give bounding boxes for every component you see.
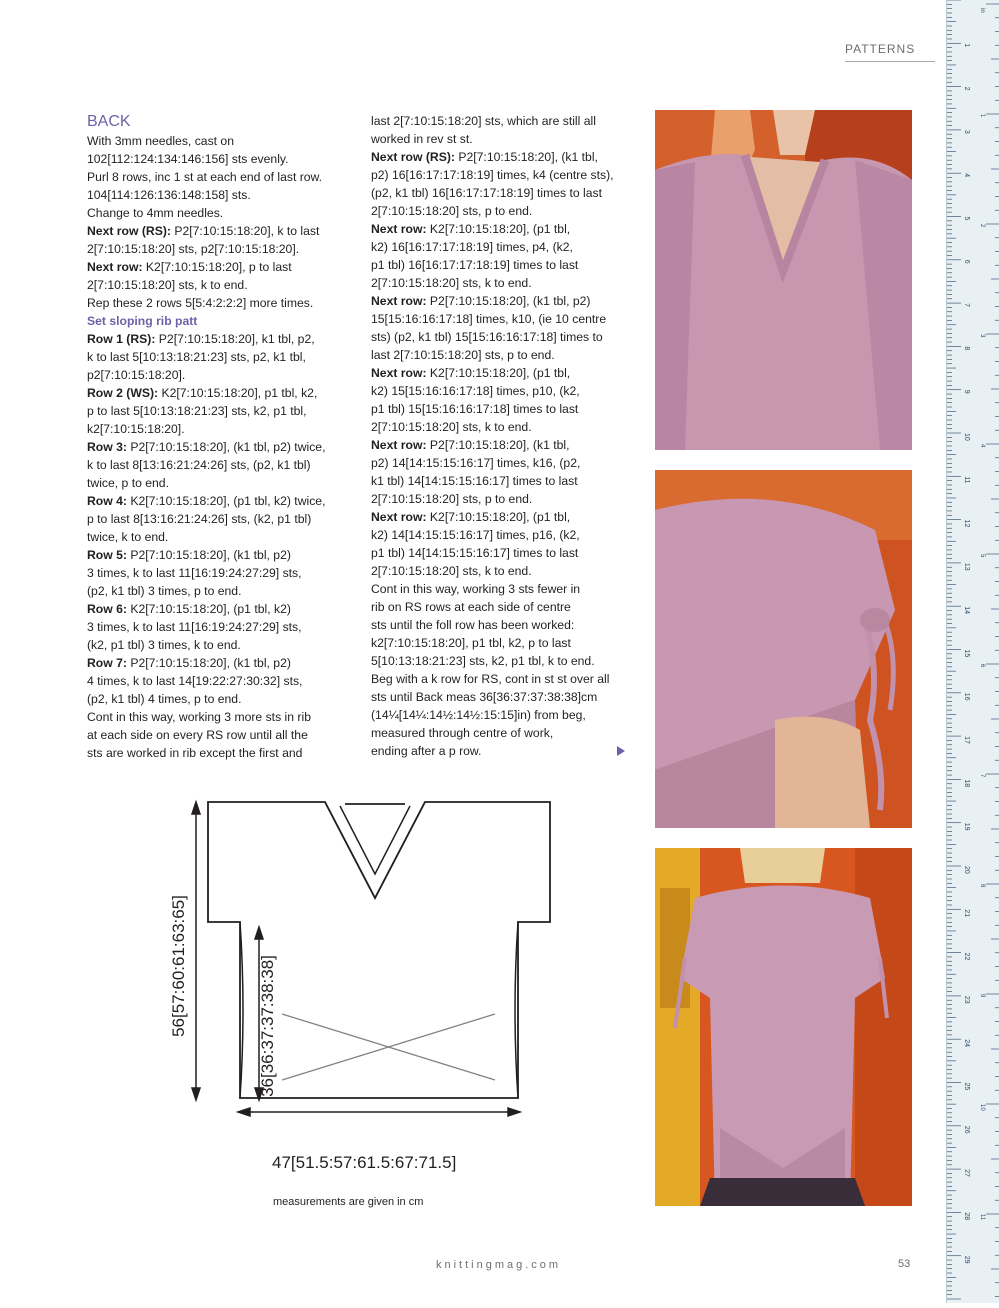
- ruler-inch-label: 8: [979, 884, 985, 888]
- garment-schematic: [160, 780, 580, 1220]
- pattern-line: [371, 580, 629, 598]
- pattern-line: [371, 616, 629, 634]
- row-text: K2[7:10:15:18:20], p to last: [145, 260, 292, 274]
- row-text: last 2[7:10:15:18:20] sts, which are still all: [371, 114, 596, 128]
- row-text: k2[7:10:15:18:20], p1 tbl, k2, p to last: [371, 636, 571, 650]
- pattern-line: [87, 168, 345, 186]
- row-text: Cont in this way, working 3 more sts in rib: [87, 710, 311, 724]
- pattern-line: [371, 292, 629, 310]
- row-text: 2[7:10:15:18:20] sts, p to end.: [371, 204, 533, 218]
- pattern-line: [371, 112, 629, 130]
- row-text: 3 times, k to last 11[16:19:24:27:29] sts,: [87, 620, 302, 634]
- pattern-line: [87, 474, 345, 492]
- row-text: 2[7:10:15:18:20] sts, p2[7:10:15:18:20].: [87, 242, 300, 256]
- pattern-line: [87, 582, 345, 600]
- pattern-line: [371, 148, 629, 166]
- ruler-inch-label: 3: [979, 334, 985, 338]
- row-text: P2[7:10:15:18:20], (k1 tbl, p2) twice,: [130, 440, 326, 454]
- row-text: p1 tbl) 16[16:17:17:18:19] times to last: [371, 258, 579, 272]
- pattern-line: [371, 652, 629, 670]
- pattern-line: [371, 544, 629, 562]
- row-text: 2[7:10:15:18:20] sts, p to end.: [371, 492, 533, 506]
- ruler-cm-label: 2: [963, 86, 970, 91]
- pattern-line: [371, 274, 629, 292]
- page-number: 53: [898, 1258, 911, 1270]
- ruler-cm-label: 17: [963, 736, 970, 744]
- row-label: Next row:: [371, 294, 430, 308]
- row-text: K2[7:10:15:18:20], (p1 tbl, k2): [130, 602, 291, 616]
- row-text: Cont in this way, working 3 sts fewer in: [371, 582, 581, 596]
- row-text: (14¼[14¼:14½:14½:15:15]in) from beg,: [371, 708, 586, 722]
- row-text: k2) 14[14:15:15:16:17] times, p16, (k2,: [371, 528, 580, 542]
- row-text: P2[7:10:15:18:20], (k1 tbl, p2): [130, 656, 291, 670]
- row-text: rib on RS rows at each side of centre: [371, 600, 571, 614]
- row-text: Change to 4mm needles.: [87, 206, 224, 220]
- row-text: K2[7:10:15:18:20], p1 tbl, k2,: [161, 386, 318, 400]
- row-text: 4 times, k to last 14[19:22:27:30:32] sts,: [87, 674, 303, 688]
- section-label: PATTERNS: [845, 42, 916, 56]
- pattern-line: [371, 130, 629, 148]
- row-text: 102[112:124:134:146:156] sts evenly.: [87, 152, 289, 166]
- row-text: P2[7:10:15:18:20], k to last: [174, 224, 320, 238]
- length-dimension-label: 36[36:37:37:38:38]: [258, 955, 277, 1097]
- ruler-cm-label: 27: [963, 1169, 970, 1177]
- ruler-cm-label: 29: [963, 1255, 970, 1264]
- pattern-line: [371, 418, 629, 436]
- row-label: Next row:: [371, 222, 430, 236]
- row-text: 2[7:10:15:18:20] sts, k to end.: [371, 276, 532, 290]
- row-text: k2) 15[15:16:16:17:18] times, p10, (k2,: [371, 384, 580, 398]
- row-text: p1 tbl) 15[15:16:16:17:18] times to last: [371, 402, 579, 416]
- ruler-cm-label: 19: [963, 822, 970, 831]
- pattern-line: [371, 166, 629, 184]
- pattern-line: [87, 330, 345, 348]
- pattern-line: [87, 366, 345, 384]
- photo-sleeve-tie: [655, 470, 912, 828]
- pattern-line: [87, 384, 345, 402]
- pattern-line: [87, 636, 345, 654]
- row-text: 2[7:10:15:18:20] sts, k to end.: [87, 278, 248, 292]
- column-2-body: [371, 112, 629, 760]
- continue-arrow-icon: [617, 746, 625, 756]
- pattern-line: [87, 420, 345, 438]
- row-label: Next row:: [371, 510, 430, 524]
- pattern-line: [87, 546, 345, 564]
- pattern-line: [371, 400, 629, 418]
- pattern-line: [371, 454, 629, 472]
- row-text: Purl 8 rows, inc 1 st at each end of last row.: [87, 170, 323, 184]
- ruler-cm-label: 24: [963, 1039, 970, 1047]
- pattern-line: [87, 654, 345, 672]
- row-text: p to last 8[13:16:21:24:26] sts, (k2, p1 tbl): [87, 512, 312, 526]
- pattern-line: [371, 472, 629, 490]
- pattern-line: [87, 150, 345, 168]
- row-text: (p2, k1 tbl) 3 times, p to end.: [87, 584, 242, 598]
- row-text: (p2, k1 tbl) 16[16:17:17:18:19] times to last: [371, 186, 603, 200]
- ruler-inch-label: 5: [979, 554, 985, 558]
- pattern-line: [371, 508, 629, 526]
- row-text: (p2, k1 tbl) 4 times, p to end.: [87, 692, 242, 706]
- row-label: Next row:: [371, 366, 430, 380]
- row-text: Rep these 2 rows 5[5:4:2:2:2] more times.: [87, 296, 314, 310]
- pattern-line: [87, 528, 345, 546]
- row-text: k1 tbl) 14[14:15:15:16:17] times to last: [371, 474, 578, 488]
- pattern-line: [87, 690, 345, 708]
- pattern-line: [371, 238, 629, 256]
- pattern-line: [87, 186, 345, 204]
- row-label: Next row (RS):: [371, 150, 459, 164]
- row-label: Row 7:: [87, 656, 131, 670]
- ruler-cm-label: 12: [963, 519, 970, 528]
- width-dimension-label: 47[51.5:57:61.5:67:71.5]: [272, 1153, 457, 1172]
- pattern-line: [87, 276, 345, 294]
- pattern-line: [87, 402, 345, 420]
- pattern-line: [87, 456, 345, 474]
- pattern-line: [371, 364, 629, 382]
- row-label: Row 2 (WS):: [87, 386, 162, 400]
- ruler-cm-label: 20: [963, 866, 970, 874]
- ruler-inch-label: 2: [979, 224, 985, 228]
- diagram-caption: measurements are given in cm: [273, 1196, 424, 1208]
- row-text: sts until Back meas 36[36:37:37:38:38]cm: [371, 690, 598, 704]
- ruler-cm-label: 11: [963, 476, 970, 484]
- row-text: ending after a p row.: [371, 744, 482, 758]
- pattern-line: [87, 600, 345, 618]
- row-label: Row 4:: [87, 494, 131, 508]
- ruler-cm-label: 28: [963, 1212, 970, 1221]
- row-text: 3 times, k to last 11[16:19:24:27:29] sts,: [87, 566, 302, 580]
- photo-neckline: [655, 110, 912, 450]
- row-label: Row 3:: [87, 440, 131, 454]
- pattern-line: [371, 184, 629, 202]
- pattern-line: [87, 258, 345, 276]
- subheading: Set sloping rib patt: [87, 314, 198, 328]
- row-text: 2[7:10:15:18:20] sts, k to end.: [371, 564, 532, 578]
- row-text: k to last 8[13:16:21:24:26] sts, (p2, k1 tbl): [87, 458, 311, 472]
- ruler-inch-label: 6: [979, 664, 985, 668]
- pattern-line: [87, 492, 345, 510]
- row-text: measured through centre of work,: [371, 726, 554, 740]
- row-text: p2) 16[16:17:17:18:19] times, k4 (centre sts),: [371, 168, 614, 182]
- row-text: P2[7:10:15:18:20], (k1 tbl, p2): [130, 548, 291, 562]
- ruler-cm-label: 14: [963, 606, 970, 614]
- pattern-line: [371, 706, 629, 724]
- pattern-line: [371, 526, 629, 544]
- row-label: Row 6:: [87, 602, 131, 616]
- ruler-inch-label: 9: [979, 994, 985, 998]
- pattern-line: [371, 382, 629, 400]
- pattern-line: [87, 240, 345, 258]
- row-text: sts until the foll row has been worked:: [371, 618, 575, 632]
- pattern-line: [87, 348, 345, 366]
- ruler-cm-label: 5: [963, 216, 970, 221]
- height-dimension-label: 56[57:60:61:63:65]: [169, 895, 188, 1037]
- row-text: p to last 5[10:13:18:21:23] sts, k2, p1 tbl,: [87, 404, 307, 418]
- pattern-line: [87, 294, 345, 312]
- row-text: p2) 14[14:15:15:16:17] times, k16, (p2,: [371, 456, 581, 470]
- ruler-cm-label: 23: [963, 995, 970, 1004]
- ruler-cm-label: 6: [963, 259, 970, 264]
- row-text: P2[7:10:15:18:20], (k1 tbl,: [429, 438, 570, 452]
- pattern-line: [87, 438, 345, 456]
- pattern-line: [371, 598, 629, 616]
- pattern-column-2: [371, 112, 629, 760]
- row-text: at each side on every RS row until all the: [87, 728, 308, 742]
- row-text: 2[7:10:15:18:20] sts, k to end.: [371, 420, 532, 434]
- pattern-line: [371, 670, 629, 688]
- column-1-body: [87, 132, 345, 762]
- ruler-cm-label: 3: [963, 129, 970, 134]
- pattern-line: [371, 220, 629, 238]
- row-text: P2[7:10:15:18:20], (k1 tbl, p2): [429, 294, 591, 308]
- section-title-back: BACK: [87, 113, 131, 130]
- ruler-cm-label: 18: [963, 779, 970, 788]
- photo-back-view: [655, 848, 912, 1206]
- pattern-line: [87, 222, 345, 240]
- pattern-line: [87, 132, 345, 150]
- ruler-inch-label: 11: [979, 1214, 985, 1221]
- row-text: Beg with a k row for RS, cont in st st over all: [371, 672, 610, 686]
- pattern-line: [371, 742, 629, 760]
- ruler-cm-label: 22: [963, 952, 970, 961]
- pattern-line: [371, 562, 629, 580]
- pattern-line: [87, 204, 345, 222]
- ruler-cm-label: 26: [963, 1125, 970, 1134]
- pattern-line: [371, 634, 629, 652]
- pattern-line: [371, 688, 629, 706]
- row-text: k2) 16[16:17:17:18:19] times, p4, (k2,: [371, 240, 573, 254]
- row-text: sts are worked in rib except the first and: [87, 746, 303, 760]
- ruler-cm-label: 8: [963, 346, 970, 351]
- row-label: Next row:: [87, 260, 146, 274]
- ruler-inch-label: 7: [979, 774, 985, 778]
- ruler-cm-label: 10: [963, 433, 970, 441]
- row-text: 5[10:13:18:21:23] sts, k2, p1 tbl, k to end.: [371, 654, 595, 668]
- measuring-ruler: [946, 0, 999, 1303]
- ruler-cm-label: 1: [963, 43, 970, 48]
- pattern-line: [87, 672, 345, 690]
- row-text: twice, k to end.: [87, 530, 169, 544]
- row-text: sts) (p2, k1 tbl) 15[15:16:16:17:18] times to: [371, 330, 603, 344]
- ruler-cm-label: 21: [963, 909, 970, 918]
- pattern-line: [371, 724, 629, 742]
- row-label: Row 5:: [87, 548, 131, 562]
- row-text: k2[7:10:15:18:20].: [87, 422, 185, 436]
- row-text: worked in rev st st.: [371, 132, 473, 146]
- pattern-line: [371, 202, 629, 220]
- ruler-inch-label: 10: [979, 1104, 985, 1111]
- ruler-inch-label: in: [979, 8, 985, 13]
- ruler-cm-label: 16: [963, 692, 970, 701]
- row-text: twice, p to end.: [87, 476, 169, 490]
- pattern-column-1: [87, 112, 345, 762]
- row-text: k to last 5[10:13:18:21:23] sts, p2, k1 tbl,: [87, 350, 306, 364]
- row-text: p1 tbl) 14[14:15:15:16:17] times to last: [371, 546, 579, 560]
- row-text: K2[7:10:15:18:20], (p1 tbl,: [429, 510, 571, 524]
- pattern-line: [87, 510, 345, 528]
- row-text: K2[7:10:15:18:20], (p1 tbl,: [429, 222, 571, 236]
- ruler-cm-label: 15: [963, 649, 970, 658]
- ruler-inch-label: 1: [979, 114, 985, 118]
- ruler-cm-label: 9: [963, 389, 970, 394]
- row-text: p2[7:10:15:18:20].: [87, 368, 186, 382]
- row-label: Row 1 (RS):: [87, 332, 159, 346]
- row-text: P2[7:10:15:18:20], (k1 tbl,: [458, 150, 598, 164]
- pattern-line: [87, 744, 345, 762]
- row-label: Next row (RS):: [87, 224, 175, 238]
- pattern-line: [371, 328, 629, 346]
- row-text: With 3mm needles, cast on: [87, 134, 234, 148]
- footer-url: knittingmag.com: [436, 1259, 562, 1271]
- pattern-line: [371, 436, 629, 454]
- pattern-line: [87, 564, 345, 582]
- ruler-inch-label: 4: [979, 444, 985, 448]
- ruler-cm-label: 13: [963, 562, 970, 571]
- pattern-line: [87, 726, 345, 744]
- row-text: 15[15:16:16:17:18] times, k10, (ie 10 centre: [371, 312, 607, 326]
- row-text: K2[7:10:15:18:20], (p1 tbl,: [429, 366, 571, 380]
- header-rule: [845, 61, 935, 62]
- pattern-line: [87, 618, 345, 636]
- row-text: K2[7:10:15:18:20], (p1 tbl, k2) twice,: [130, 494, 326, 508]
- pattern-line: [371, 310, 629, 328]
- row-text: (k2, p1 tbl) 3 times, k to end.: [87, 638, 241, 652]
- ruler-cm-label: 4: [963, 173, 970, 178]
- row-text: last 2[7:10:15:18:20] sts, p to end.: [371, 348, 555, 362]
- ruler-cm-label: 25: [963, 1082, 970, 1091]
- pattern-line: [371, 346, 629, 364]
- pattern-line: [371, 256, 629, 274]
- row-text: P2[7:10:15:18:20], k1 tbl, p2,: [158, 332, 315, 346]
- ruler-cm-label: 7: [963, 303, 970, 308]
- pattern-line: [371, 490, 629, 508]
- row-label: Next row:: [371, 438, 430, 452]
- row-text: 104[114:126:136:148:158] sts.: [87, 188, 251, 202]
- pattern-line: [87, 708, 345, 726]
